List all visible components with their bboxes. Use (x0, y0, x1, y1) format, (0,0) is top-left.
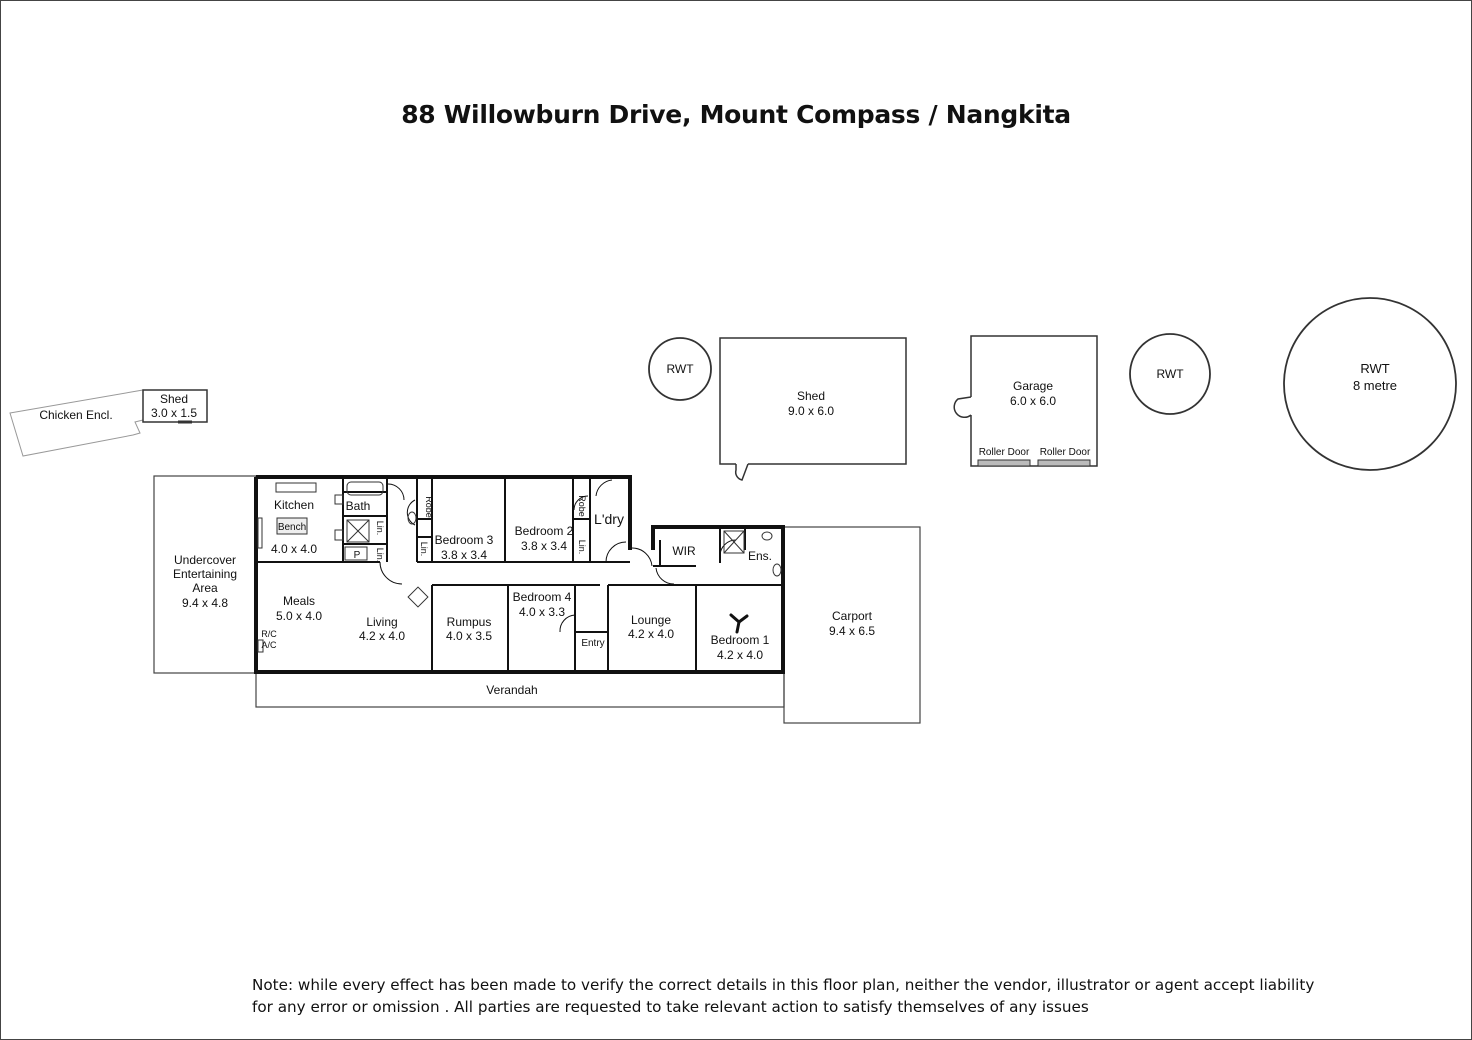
small-shed-label: Shed (159, 392, 189, 406)
chicken-enclosure-label: Chicken Encl. (39, 408, 113, 422)
linen-1-label: Lin. (375, 520, 385, 536)
house-walls (256, 477, 783, 672)
rwt-1-label: RWT (666, 362, 694, 376)
linen-2-label: Lin. (375, 547, 385, 563)
undercover-label-2: Entertaining (172, 567, 238, 581)
bedroom-4-label: Bedroom 4 (512, 590, 572, 604)
roller-door-1-label: Roller Door (978, 447, 1030, 458)
large-shed-label: Shed (796, 389, 826, 403)
rwt-2-label: RWT (1156, 367, 1184, 381)
undercover-dim: 9.4 x 4.8 (181, 596, 229, 610)
ac-label: A/C (261, 640, 277, 650)
interior-walls (258, 479, 783, 670)
rwt-3-label: RWT (1360, 361, 1390, 376)
lounge-dim: 4.2 x 4.0 (627, 627, 675, 641)
lounge-label: Lounge (630, 613, 672, 627)
bedroom-3-label: Bedroom 3 (434, 533, 494, 547)
disclaimer-note: Note: while every effect has been made to verify the correct details in this floor plan, neither the vendor, illustrator or agent accept liability for any error or omission . All parties are requested to take relevant action to satisfy themselves of any issues (252, 976, 1315, 1016)
linen-3-label: Lin. (419, 541, 429, 557)
entry-label: Entry (581, 638, 605, 649)
meals-dim: 5.0 x 4.0 (275, 609, 323, 623)
rainwater-tank-3 (1284, 298, 1456, 470)
rumpus-label: Rumpus (446, 615, 492, 629)
bedroom-1-label: Bedroom 1 (710, 633, 770, 647)
undercover-label-1: Undercover (173, 553, 237, 567)
meals-label: Meals (282, 594, 316, 608)
living-dim: 4.2 x 4.0 (358, 629, 406, 643)
bath-label: Bath (345, 499, 371, 513)
garage-label: Garage (1012, 379, 1054, 393)
garage-dim: 6.0 x 6.0 (1009, 394, 1057, 408)
verandah-label: Verandah (486, 683, 538, 697)
bedroom-4-dim: 4.0 x 3.3 (518, 605, 566, 619)
roller-door-2-label: Roller Door (1039, 447, 1091, 458)
kitchen-label: Kitchen (273, 498, 315, 512)
rc-label: R/C (261, 629, 277, 639)
linen-4-label: Lin. (577, 539, 587, 555)
rainwater-tank-2 (1130, 334, 1210, 414)
rumpus-dim: 4.0 x 3.5 (445, 629, 493, 643)
bedroom-3-dim: 3.8 x 3.4 (440, 548, 488, 562)
rwt-3-dim: 8 metre (1352, 378, 1398, 393)
large-shed (720, 338, 906, 480)
robe-2-label: Robe (577, 495, 587, 517)
rainwater-tank-1 (649, 338, 711, 400)
undercover-area (154, 476, 256, 673)
bedroom-1-dim: 4.2 x 4.0 (716, 648, 764, 662)
kitchen-dim: 4.0 x 4.0 (270, 542, 318, 556)
bedroom-2-dim: 3.8 x 3.4 (520, 539, 568, 553)
carport-dim: 9.4 x 6.5 (828, 624, 876, 638)
ceiling-fan-icon (731, 615, 747, 632)
undercover-label-3: Area (192, 581, 218, 595)
garage (954, 336, 1097, 466)
carport (784, 527, 920, 723)
verandah (256, 672, 784, 707)
page-title: 88 Willowburn Drive, Mount Compass / Nangkita (401, 100, 1071, 129)
robe-1-label: Robe (424, 496, 434, 518)
small-shed (143, 390, 207, 422)
bench-label: Bench (277, 522, 307, 533)
laundry-label: L'dry (594, 511, 624, 527)
pantry-label: P (353, 550, 361, 561)
ensuite-label: Ens. (747, 549, 773, 563)
large-shed-dim: 9.0 x 6.0 (787, 404, 835, 418)
small-shed-dim: 3.0 x 1.5 (150, 406, 198, 420)
bedroom-2-label: Bedroom 2 (514, 524, 574, 538)
living-label: Living (366, 615, 398, 629)
carport-label: Carport (831, 609, 873, 623)
page-border (1, 1, 1472, 1040)
chicken-enclosure (10, 390, 143, 456)
wir-label: WIR (672, 544, 696, 558)
fixtures (258, 482, 781, 652)
